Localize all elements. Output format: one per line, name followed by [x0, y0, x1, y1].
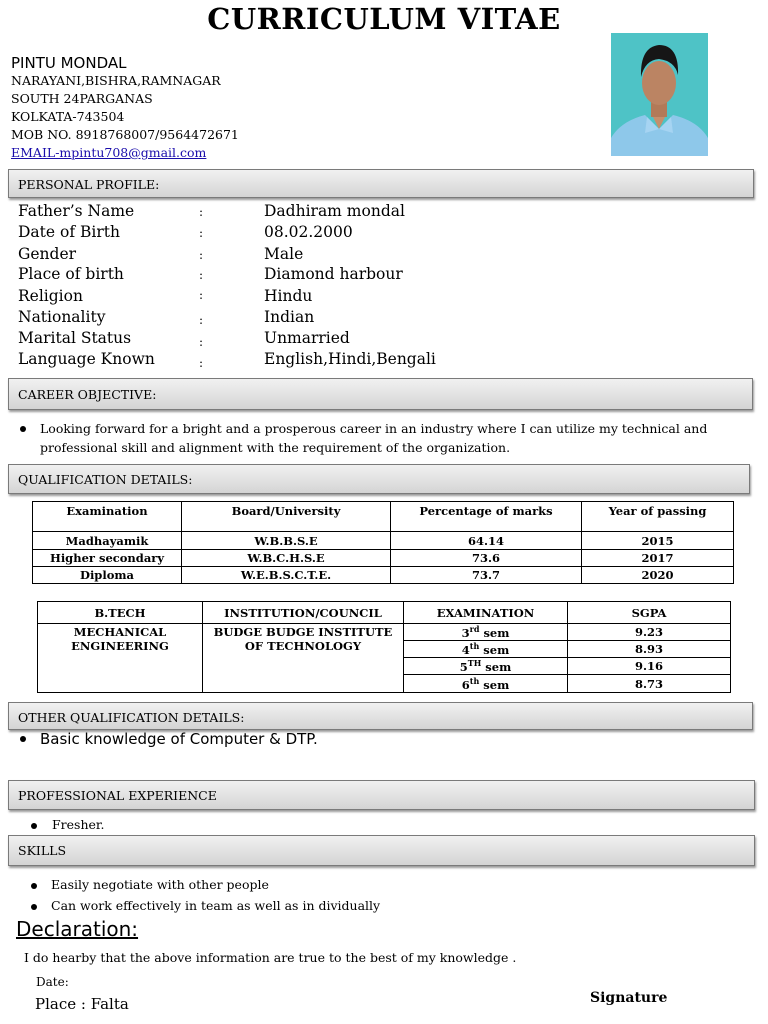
profile-value: English,Hindi,Bengali — [264, 350, 436, 368]
date-label: Date: — [36, 975, 69, 989]
btech-table — [37, 601, 731, 693]
profile-label: Date of Birth — [18, 223, 120, 241]
table-cell: 2020 — [582, 567, 734, 584]
branch-cell: MECHANICAL ENGINEERING — [38, 624, 203, 693]
candidate-name: PINTU MONDAL — [11, 54, 127, 72]
table-cell: 2015 — [582, 532, 734, 550]
section-header-career — [8, 378, 753, 410]
profile-photo — [611, 33, 708, 156]
profile-colon: : — [199, 335, 204, 349]
semester-cell — [404, 658, 568, 675]
profile-value: Diamond harbour — [264, 265, 403, 283]
address-line: NARAYANI,BISHRA,RAMNAGAR — [11, 73, 221, 88]
sem-suffix: TH — [467, 658, 482, 669]
section-header-personal — [8, 169, 754, 198]
table-cell: 73.7 — [391, 567, 582, 584]
table-header: Board/University — [182, 502, 391, 532]
table-row — [33, 567, 734, 584]
bullet-icon — [20, 736, 26, 742]
table-cell: W.B.C.H.S.E — [182, 550, 391, 567]
signature-label: Signature — [590, 990, 668, 1006]
institute-cell: BUDGE BUDGE INSTITUTE OF TECHNOLOGY — [203, 624, 404, 693]
table-cell: Diploma — [33, 567, 182, 584]
qualification-table — [32, 501, 734, 584]
phone-number: MOB NO. 8918768007/9564472671 — [11, 127, 239, 142]
skill-item: Can work effectively in team as well as in dividually — [51, 898, 381, 913]
bullet-icon — [31, 883, 37, 889]
bullet-icon — [31, 904, 37, 910]
other-qualification-text: Basic knowledge of Computer & DTP. — [40, 730, 318, 748]
place-label: Place : Falta — [35, 995, 129, 1013]
bullet-icon — [31, 823, 37, 829]
sem-suffix: th — [469, 675, 480, 686]
profile-label: Language Known — [18, 350, 155, 368]
table-cell: Higher secondary — [33, 550, 182, 567]
profile-colon: : — [199, 248, 204, 262]
profile-label: Marital Status — [18, 329, 132, 347]
profile-label: Nationality — [18, 308, 106, 326]
profile-value: Dadhiram mondal — [264, 202, 405, 220]
table-cell: Madhayamik — [33, 532, 182, 550]
section-title: PROFESSIONAL EXPERIENCE — [18, 788, 217, 803]
table-row — [33, 550, 734, 567]
sem-number: 5 — [459, 659, 468, 674]
declaration-text: I do hearby that the above information are true to the best of my knowledge . — [24, 950, 517, 965]
profile-value: 08.02.2000 — [264, 223, 353, 241]
table-header: SGPA — [568, 602, 731, 624]
address-line: KOLKATA-743504 — [11, 109, 125, 124]
profile-colon: : — [199, 268, 204, 282]
sem-number: 4 — [461, 642, 470, 657]
profile-value: Unmarried — [264, 329, 350, 347]
sgpa-cell: 9.16 — [568, 658, 731, 675]
profile-label: Religion — [18, 287, 83, 305]
skill-item: Easily negotiate with other people — [51, 877, 269, 892]
declaration-heading: Declaration: — [16, 917, 139, 941]
sem-word: sem — [483, 625, 510, 640]
section-title: QUALIFICATION DETAILS: — [18, 472, 193, 487]
semester-cell — [404, 624, 568, 641]
section-header-experience — [8, 780, 755, 810]
table-header: B.TECH — [38, 602, 203, 624]
semester-cell — [404, 675, 568, 693]
profile-label: Father’s Name — [18, 202, 135, 220]
profile-colon: : — [199, 226, 204, 240]
sgpa-cell: 8.73 — [568, 675, 731, 693]
section-title: CAREER OBJECTIVE: — [18, 387, 157, 402]
table-cell: W.E.B.S.C.T.E. — [182, 567, 391, 584]
bullet-icon — [20, 426, 26, 432]
profile-label: Gender — [18, 245, 77, 263]
sem-number: 3 — [461, 625, 470, 640]
profile-value: Hindu — [264, 287, 313, 305]
profile-colon: : — [199, 288, 204, 302]
table-header: EXAMINATION — [404, 602, 568, 624]
profile-value: Indian — [264, 308, 315, 326]
profile-colon: : — [199, 356, 204, 370]
section-header-other — [8, 702, 753, 730]
sem-word: sem — [485, 659, 512, 674]
semester-cell — [404, 641, 568, 658]
sem-word: sem — [483, 677, 510, 692]
sem-suffix: th — [469, 641, 480, 652]
table-header: Percentage of marks — [391, 502, 582, 532]
page-title: CURRICULUM VITAE — [207, 2, 561, 36]
profile-colon: : — [199, 313, 204, 327]
profile-label: Place of birth — [18, 265, 124, 283]
table-cell: 2017 — [582, 550, 734, 567]
profile-colon: : — [199, 205, 204, 219]
table-row — [38, 624, 731, 641]
section-header-skills — [8, 835, 755, 866]
table-cell: W.B.B.S.E — [182, 532, 391, 550]
experience-text: Fresher. — [52, 817, 105, 832]
email-link[interactable]: EMAIL-mpintu708@gmail.com — [11, 145, 207, 160]
section-title: SKILLS — [18, 843, 67, 858]
sgpa-cell: 8.93 — [568, 641, 731, 658]
table-header: INSTITUTION/COUNCIL — [203, 602, 404, 624]
section-header-qualification — [8, 464, 750, 494]
table-cell: 64.14 — [391, 532, 582, 550]
table-header: Year of passing — [582, 502, 734, 532]
address-line: SOUTH 24PARGANAS — [11, 91, 153, 106]
table-cell: 73.6 — [391, 550, 582, 567]
sem-number: 6 — [461, 677, 470, 692]
sem-word: sem — [483, 642, 510, 657]
career-objective-text: Looking forward for a bright and a prosperous career in an industry where I can utilize my technical and professional skill and alignment with the requirement of the organization. — [40, 421, 708, 455]
table-header: Examination — [33, 502, 182, 532]
table-row — [33, 532, 734, 550]
section-title: PERSONAL PROFILE: — [18, 177, 160, 192]
sem-suffix: rd — [469, 624, 480, 635]
section-title: OTHER QUALIFICATION DETAILS: — [18, 710, 245, 725]
profile-value: Male — [264, 245, 304, 263]
sgpa-cell: 9.23 — [568, 624, 731, 641]
